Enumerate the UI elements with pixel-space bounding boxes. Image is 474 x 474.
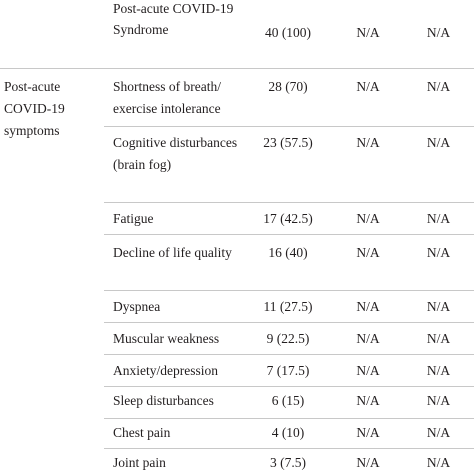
row-9-symptom: Chest pain: [113, 425, 171, 440]
group-label: Post-acute COVID-19 symptoms: [4, 79, 65, 138]
row-divider: [104, 418, 474, 419]
row-2-count: 23 (57.5): [263, 135, 313, 150]
row-8-symptom: Sleep disturbances: [113, 393, 214, 408]
row-9-col4: N/A: [426, 425, 451, 440]
row-2-symptom: Cognitive disturbances (brain fog): [113, 135, 238, 172]
row-divider: [104, 234, 474, 235]
row-8-count: 6 (15): [271, 393, 305, 408]
row-1-col3: N/A: [356, 79, 380, 94]
row-10-col4: N/A: [426, 455, 451, 470]
row-1-symptom: Shortness of breath/ exercise intolerance: [113, 79, 221, 116]
row-10-symptom: Joint pain: [113, 455, 166, 470]
row-7-count: 7 (17.5): [266, 363, 310, 378]
row-divider: [104, 386, 474, 387]
row-4-count: 16 (40): [268, 245, 308, 260]
row-5-col3: N/A: [356, 299, 380, 314]
row-10-count: 3 (7.5): [270, 455, 306, 470]
row-6-col4: N/A: [426, 331, 451, 346]
row-0-count: 40 (100): [264, 25, 312, 40]
row-2-col3: N/A: [356, 135, 380, 150]
row-1-col4: N/A: [426, 79, 451, 94]
row-10-col3: N/A: [356, 455, 380, 470]
row-6-count: 9 (22.5): [266, 331, 310, 346]
row-0-col4: N/A: [426, 25, 451, 40]
row-3-col3: N/A: [356, 211, 380, 226]
row-4-col3: N/A: [356, 245, 380, 260]
row-5-symptom: Dyspnea: [113, 299, 161, 314]
row-7-col4: N/A: [426, 363, 451, 378]
row-divider: [104, 354, 474, 355]
row-divider: [104, 290, 474, 291]
row-7-col3: N/A: [356, 363, 380, 378]
row-9-count: 4 (10): [271, 425, 305, 440]
row-8-col3: N/A: [356, 393, 380, 408]
row-1-count: 28 (70): [268, 79, 308, 94]
row-divider: [0, 68, 474, 69]
row-divider: [104, 202, 474, 203]
row-0-col3: N/A: [356, 25, 380, 40]
row-divider: [104, 322, 474, 323]
row-3-symptom: Fatigue: [113, 211, 154, 226]
row-6-col3: N/A: [356, 331, 380, 346]
row-2-col4: N/A: [426, 135, 451, 150]
row-3-count: 17 (42.5): [263, 211, 313, 226]
row-3-col4: N/A: [426, 211, 451, 226]
row-8-col4: N/A: [426, 393, 451, 408]
row-divider: [104, 448, 474, 449]
row-4-col4: N/A: [426, 245, 451, 260]
row-6-symptom: Muscular weakness: [113, 331, 220, 346]
row-4-symptom: Decline of life quality: [113, 245, 232, 260]
row-7-symptom: Anxiety/depression: [113, 363, 218, 378]
row-5-count: 11 (27.5): [263, 299, 313, 314]
row-0-symptom: Post-acute COVID-19 Syndrome: [113, 1, 234, 37]
row-9-col3: N/A: [356, 425, 380, 440]
row-divider: [104, 126, 474, 127]
row-5-col4: N/A: [426, 299, 451, 314]
